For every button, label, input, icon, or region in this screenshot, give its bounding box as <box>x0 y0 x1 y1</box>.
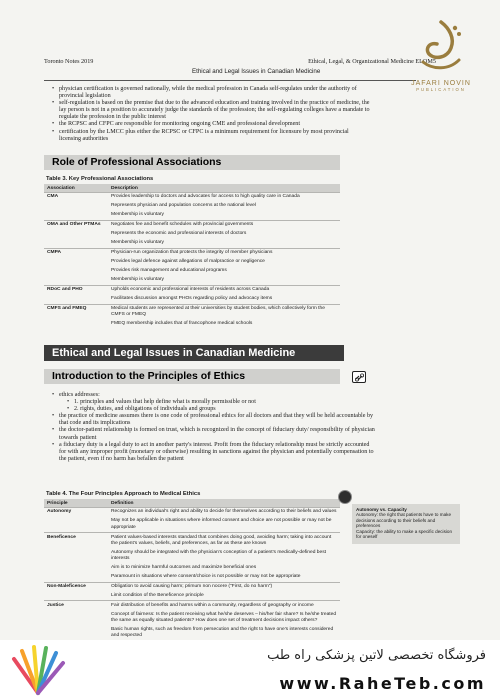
table-row <box>44 610 340 625</box>
list-item: • self-regulation is based on the premise that due to the advanced education and training involved in the practice of medicine, the lay person is not in a position to accurately judge the standards of the profession; the self-regulating colleges have a mandate to regulate the profession in the public interest <box>52 100 370 121</box>
table-cell-description: Membership is voluntary <box>111 212 165 218</box>
list-item: • 2. rights, duties, and obligations of individuals and groups <box>67 406 377 413</box>
sidebar-note-title: Autonomy vs. Capacity <box>356 507 407 512</box>
header-left: Toronto Notes 2019 <box>44 58 94 65</box>
table-cell-description: Provides leadership to doctors and advocates for access to high quality care in Canada <box>108 193 340 202</box>
section-heading-principles-of-ethics: Introduction to the Principles of Ethics <box>44 369 340 384</box>
table-cell-description: Concept of fairness: Is the patient receiving what he/she deserves – his/her fair share? Is he/she treated the same as equally situated patients? How does one set of treatment decisions impact others? <box>111 611 337 624</box>
table-cell-description: Basic human rights, such as freedom from persecution and the right to have one's interests considered and respected <box>111 627 334 639</box>
table-row <box>44 202 340 211</box>
table-row <box>44 582 340 591</box>
table-header-row <box>44 499 340 508</box>
section-heading-professional-associations: Role of Professional Associations <box>44 155 340 170</box>
table-cell-name: Beneficence <box>44 533 108 549</box>
footer-persian-text: فروشگاه تخصصی لاتین پزشکی راه طب <box>267 648 486 663</box>
table-cell-description: Obligation to avoid causing harm; primum non nocere ("First, do no harm") <box>108 582 340 591</box>
table-cell-description: Negotiates fee and benefit schedules with provincial governments <box>108 220 340 229</box>
table-cell-name <box>44 258 108 267</box>
table-row <box>44 304 340 320</box>
table-cell-name: CMFS and FMEQ <box>44 304 108 320</box>
table-cell-name <box>44 564 108 573</box>
table-row <box>44 601 340 610</box>
table-cell-description: Medical students are represented at their universities by student bodies, which collectively form the CMFS or FMEQ <box>108 304 340 320</box>
table-cell-name <box>44 202 108 211</box>
table-row <box>44 295 340 304</box>
table-header-cell: Association <box>44 184 108 193</box>
table-row <box>44 508 340 517</box>
table-cell-name: RDoC and PHO <box>44 285 108 294</box>
table-row <box>44 193 340 202</box>
table-header-cell: Principle <box>44 499 108 508</box>
table-cell-name <box>44 295 108 304</box>
logo-name: JAFARI NOVIN <box>411 80 471 87</box>
table-row <box>44 517 340 533</box>
table-cell-name <box>44 548 108 563</box>
table-cell-name: Justice <box>44 601 108 610</box>
table-cell-description: Provides legal defence against allegations of malpractice or negligence <box>111 259 265 265</box>
table-row <box>44 248 340 257</box>
table-cell-name <box>44 239 108 248</box>
intro-bullet-list <box>52 86 370 143</box>
table-row <box>44 230 340 239</box>
header-center: Ethical and Legal Issues in Canadian Medicine <box>192 68 321 75</box>
table-row <box>44 211 340 220</box>
table-header-row <box>44 184 340 193</box>
table-cell-name <box>44 573 108 582</box>
footer-banner <box>0 640 500 700</box>
table-row <box>44 564 340 573</box>
sidebar-note-line: Capacity: the ability to make a specific decision for oneself <box>356 528 453 540</box>
list-item: • a fiduciary duty is a legal duty to act in another party's interest. Profit from the fiduciary relationship must be strictly accounted for with any improper profit (monetary or otherwise) resulting in sanctions against the physician and potentially compensation to the patient, even if no harm has befallen the patient <box>52 442 377 463</box>
professional-associations-table <box>44 184 340 329</box>
table-row <box>44 320 340 329</box>
chapter-heading: Ethical and Legal Issues in Canadian Medicine <box>44 345 344 361</box>
table-row <box>44 573 340 582</box>
logo-sub: PUBLICATION <box>416 87 466 92</box>
table-cell-description: Represents physician and population concerns at the national level <box>111 203 256 209</box>
table-cell-name <box>44 267 108 276</box>
table4-caption: Table 4. The Four Principles Approach to Medical Ethics <box>46 491 201 497</box>
publisher-logo <box>396 18 486 118</box>
table-cell-description: FMEQ membership includes that of francophone medical schools <box>111 321 253 327</box>
header-rule <box>44 80 416 81</box>
list-item: • the doctor-patient relationship is formed on trust, which is recognized in the concept of fiduciary duty/ responsibility of physician towards patient <box>52 427 377 441</box>
table3-caption: Table 3. Key Professional Associations <box>46 176 154 182</box>
link-icon <box>352 371 366 383</box>
table-row <box>44 267 340 276</box>
colored-pencils-icon <box>8 643 68 697</box>
table-cell-description: Membership is voluntary <box>111 277 165 283</box>
list-item: • 1. principles and values that help define what is morally permissible or not <box>67 399 377 406</box>
table-cell-description: Recognizes an individual's right and ability to decide for themselves according to their beliefs and values <box>108 508 340 517</box>
table-header-cell: Description <box>108 184 340 193</box>
table-cell-name <box>44 517 108 533</box>
table-header-cell: Definition <box>108 499 340 508</box>
calligraphy-logo-icon <box>415 18 467 78</box>
table-cell-name <box>44 211 108 220</box>
ethics-bullet-list <box>52 392 377 463</box>
table-row <box>44 592 340 601</box>
ethics-lead: ethics addresses: <box>59 392 100 398</box>
table-cell-name: Autonomy <box>44 508 108 517</box>
ethics-sub-list <box>59 399 377 413</box>
table-cell-description: May not be applicable in situations where informed consent and choice are not possible or may not be appropriate <box>111 518 332 530</box>
table-row <box>44 276 340 285</box>
table-row <box>44 533 340 549</box>
sidebar-note <box>352 504 460 544</box>
table-row <box>44 626 340 641</box>
table-cell-name: CMA <box>44 193 108 202</box>
table-row <box>44 285 340 294</box>
table-row <box>44 239 340 248</box>
table-cell-description: Patient values-based interests standard that combines doing good, avoiding harm; taking into account the patient's values, beliefs, and preferences, as far as these are known <box>108 533 340 549</box>
table-cell-description: Facilitates discussion amongst PHOs regarding policy and advocacy items <box>111 296 273 302</box>
table-cell-description: Membership is voluntary <box>111 240 165 246</box>
list-item: • the RCPSC and CFPC are responsible for monitoring ongoing CME and professional development <box>52 121 370 128</box>
table-cell-name <box>44 320 108 329</box>
table-row <box>44 220 340 229</box>
list-item <box>52 392 377 413</box>
header-right: Ethical, Legal, & Organizational Medicine ELOM5 <box>308 58 436 65</box>
table-cell-description: Aim is to minimize harmful outcomes and maximize beneficial ones <box>111 564 257 570</box>
table-cell-description: Represents the economic and professional interests of doctors <box>111 231 247 237</box>
table-cell-description: Autonomy should be integrated with the physician's conception of a patient's medically-defined best interests <box>111 549 327 561</box>
table-cell-name <box>44 592 108 601</box>
table-row <box>44 548 340 563</box>
four-principles-table <box>44 499 340 641</box>
table-cell-description: Provides risk management and educational programs <box>111 268 227 274</box>
table-cell-name: Non-Maleficence <box>44 582 108 591</box>
table-cell-description: Physician-run organization that protects the integrity of member physicians <box>108 248 340 257</box>
table-cell-name: OMA and Other PTMAs <box>44 220 108 229</box>
sidebar-note-line: Autonomy: the right that patients have to make decisions according to their beliefs and preferences <box>356 512 451 529</box>
list-item: • certification by the LMCC plus either the RCPSC or CFPC is a minimum requirement for licensure by most provincial licensing authorities <box>52 129 370 143</box>
table-cell-description: Paramount in situations where consent/choice is not possible or may not be appropriate <box>111 573 301 579</box>
table-cell-description: Upholds economic and professional interests of residents across Canada <box>108 285 340 294</box>
table-cell-name: CMPA <box>44 248 108 257</box>
table-cell-name <box>44 626 108 641</box>
table-cell-description: Limit condition of the Beneficence principle <box>111 592 204 598</box>
table-cell-description: Fair distribution of benefits and harms within a community, regardless of geography or income <box>108 601 340 610</box>
table-cell-name <box>44 610 108 625</box>
table-cell-name <box>44 230 108 239</box>
list-item: • physician certification is governed nationally, while the medical profession in Canada self-regulates under the authority of provincial legislation <box>52 86 370 100</box>
footer-url: www.RaheTeb.com <box>279 674 486 693</box>
table-row <box>44 258 340 267</box>
table-cell-name <box>44 276 108 285</box>
clock-icon <box>338 490 352 504</box>
list-item: • the practice of medicine assumes there is one code of professional ethics for all doctors and that they will be held accountable by that code and its implications <box>52 413 377 427</box>
